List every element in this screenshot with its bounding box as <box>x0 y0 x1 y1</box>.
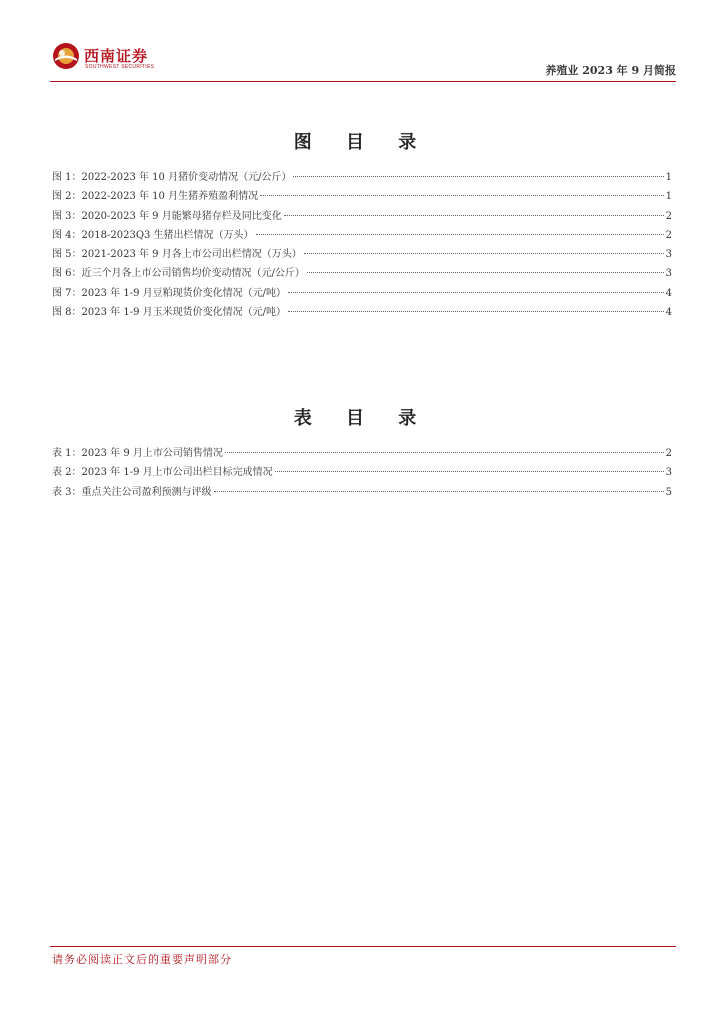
toc-entry-label: 表 2：2023 年 1-9 月上市公司出栏目标完成情况 <box>52 467 273 479</box>
toc-page-number: 1 <box>665 172 672 183</box>
toc-page-number: 2 <box>665 448 672 459</box>
figures-list <box>52 168 672 322</box>
toc-dot-leader <box>307 272 664 273</box>
toc-page-number: 3 <box>665 249 672 261</box>
toc-entry[interactable] <box>52 187 672 206</box>
logo-text-en: SOUTHWEST SECURITIES <box>85 64 155 70</box>
page-header <box>52 40 676 82</box>
tables-heading: 表 目 录 <box>293 408 431 429</box>
toc-dot-leader <box>293 176 663 177</box>
toc-page-number: 4 <box>665 287 672 299</box>
toc-dot-leader <box>260 195 664 196</box>
toc-page-number: 2 <box>665 210 672 222</box>
toc-dot-leader <box>214 491 664 492</box>
toc-entry[interactable] <box>52 483 672 502</box>
toc-entry-label: 图 4：2018-2023Q3 生猪出栏情况（万头） <box>52 229 254 241</box>
toc-dot-leader <box>284 215 664 216</box>
toc-entry[interactable] <box>52 444 672 463</box>
toc-dot-leader <box>275 471 664 472</box>
toc-page-number: 3 <box>665 268 672 280</box>
company-logo <box>52 40 162 76</box>
toc-dot-leader <box>288 311 664 312</box>
report-title: 养殖业 2023 年 9 月简报 <box>545 64 676 77</box>
toc-entry[interactable] <box>52 463 672 482</box>
toc-dot-leader <box>288 292 664 293</box>
toc-entry-label: 图 5：2021-2023 年 9 月各上市公司出栏情况（万头） <box>52 249 302 261</box>
logo-text-cn: 西南证券 <box>84 47 149 65</box>
toc-entry[interactable] <box>52 245 672 264</box>
toc-entry-label: 图 7：2023 年 1-9 月豆粕现货价变化情况（元/吨） <box>52 287 286 299</box>
toc-entry[interactable] <box>52 226 672 245</box>
toc-entry-label: 图 3：2020-2023 年 9 月能繁母猪存栏及同比变化 <box>52 210 282 222</box>
toc-dot-leader <box>256 234 664 235</box>
toc-page-number: 1 <box>665 191 672 203</box>
toc-entry-label: 图 2：2022-2023 年 10 月生猪养殖盈利情况 <box>52 191 259 203</box>
toc-entry[interactable] <box>52 207 672 226</box>
header-divider <box>50 81 676 82</box>
toc-dot-leader <box>225 452 664 453</box>
footer-divider <box>50 946 676 947</box>
toc-entry-label: 表 3：重点关注公司盈利预测与评级 <box>52 486 212 498</box>
toc-entry-label: 图 6：近三个月各上市公司销售均价变动情况（元/公斤） <box>52 268 305 280</box>
toc-entry[interactable] <box>52 264 672 283</box>
toc-entry-label: 图 1：2022-2023 年 10 月猪价变动情况（元/公斤） <box>52 172 292 183</box>
tables-list <box>52 444 672 502</box>
toc-page-number: 4 <box>665 307 672 319</box>
figures-heading: 图 目 录 <box>293 132 431 153</box>
toc-entry-label: 表 1：2023 年 9 月上市公司销售情况 <box>52 448 223 459</box>
toc-dot-leader <box>304 253 664 254</box>
toc-entry[interactable] <box>52 168 672 187</box>
toc-entry[interactable] <box>52 284 672 303</box>
toc-page-number: 3 <box>665 467 672 479</box>
toc-entry-label: 图 8：2023 年 1-9 月玉米现货价变化情况（元/吨） <box>52 307 286 319</box>
footer-notice: 请务必阅读正文后的重要声明部分 <box>52 953 232 966</box>
toc-page-number: 2 <box>665 229 672 241</box>
logo-emblem-icon <box>52 42 80 70</box>
toc-entry[interactable] <box>52 303 672 322</box>
toc-page-number: 5 <box>665 486 672 498</box>
